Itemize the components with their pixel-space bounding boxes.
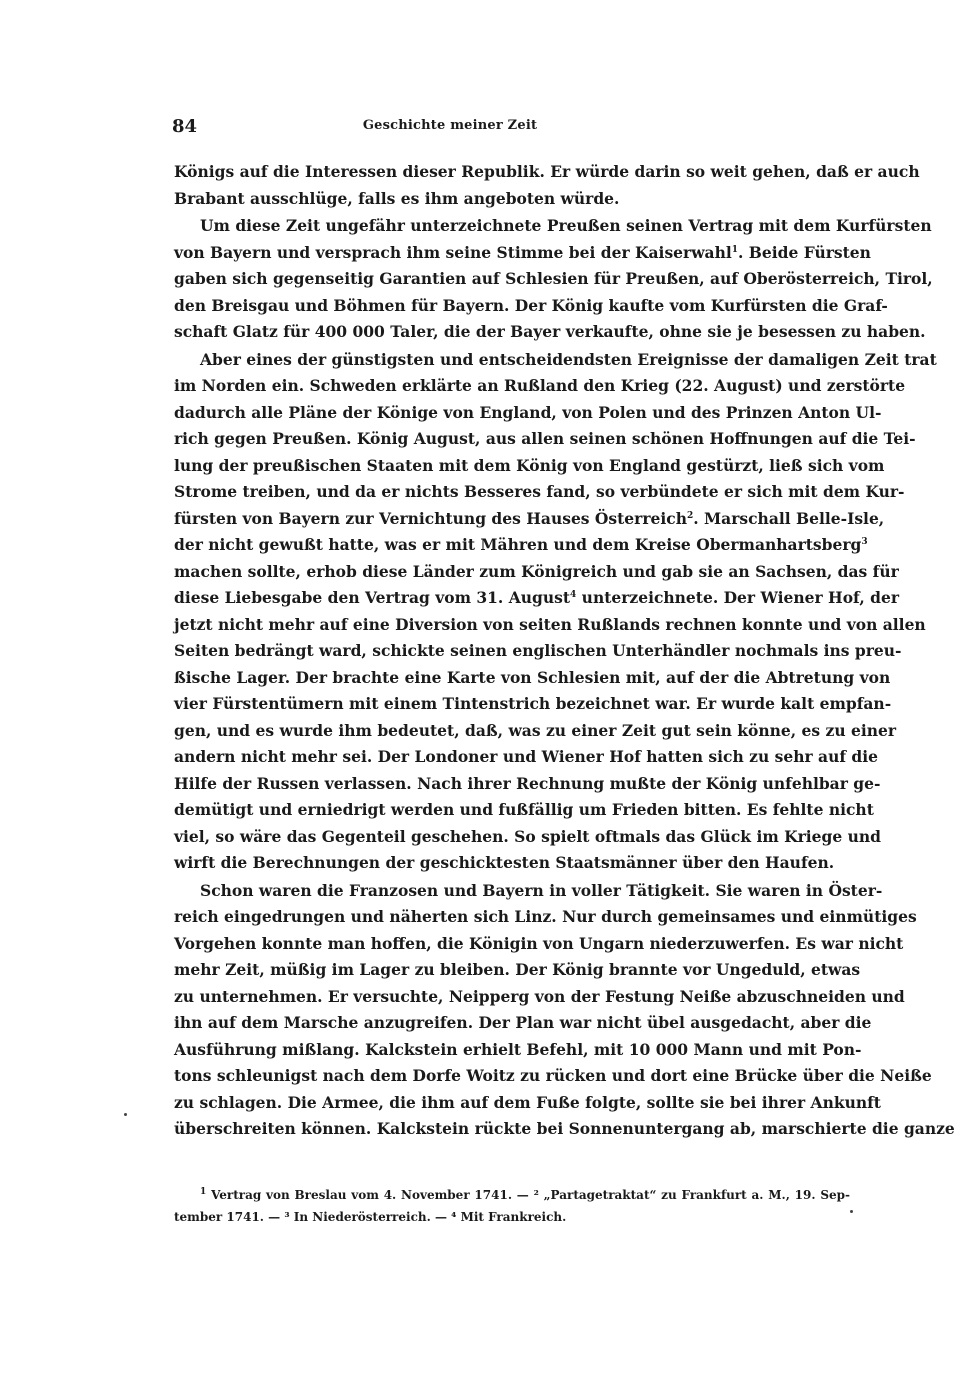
text-segment: unterzeichnete. Der Wiener Hof, der	[576, 588, 900, 607]
paragraph-start-line: Aber eines der günstigsten und entscheidendsten Ereignisse der damaligen Zeit trat	[200, 349, 937, 369]
text-line: machen sollte, erhob diese Länder zum Königreich und gab sie an Sachsen, das für	[174, 561, 899, 581]
text-line	[174, 585, 900, 612]
text-line	[174, 532, 868, 559]
text-line: gen, und es wurde ihm bedeutet, daß, was zu einer Zeit gut sein könne, es zu einer	[174, 720, 897, 740]
footnote-mark: 1	[200, 1187, 207, 1197]
text-line: andern nicht mehr sei. Der Londoner und Wiener Hof hatten sich zu sehr auf die	[174, 747, 878, 766]
text-line: Königs auf die Interessen dieser Republik. Er würde darin so weit gehen, daß er auch	[174, 162, 920, 181]
scan-speck	[850, 1210, 853, 1213]
running-head-title: Geschichte meiner Zeit	[362, 118, 538, 133]
text-line: im Norden ein. Schweden erklärte an Rußland den Krieg (22. August) und zerstörte	[174, 376, 906, 395]
text-line: viel, so wäre das Gegenteil geschehen. So spielt oftmals das Glück im Kriege und	[174, 826, 881, 846]
footnotes	[174, 1184, 850, 1228]
footnote-line: tember 1741. — ³ In Niederösterreich. — ⁴ Mit Frankreich.	[174, 1210, 567, 1224]
text-segment: fürsten von Bayern zur Vernichtung des Hauses Österreich	[174, 508, 687, 528]
text-line: vier Fürstentümern mit einem Tintenstrich bezeichnet war. Er wurde kalt empfan-	[174, 694, 892, 713]
text-line: tons schleunigst nach dem Dorfe Woitz zu rücken und dort eine Brücke über die Neiße	[174, 1066, 932, 1085]
text-line: Strome treiben, und da er nichts Besseres fand, so verbündete er sich mit dem Kur-	[174, 482, 905, 501]
text-line: dadurch alle Pläne der Könige von England, von Polen und des Prinzen Anton Ul-	[174, 402, 882, 422]
footnote-mark: 4	[570, 589, 577, 600]
footnote-mark: 2	[686, 510, 694, 521]
text-line: ihn auf dem Marsche anzugreifen. Der Plan war nicht übel ausgedacht, aber die	[174, 1013, 872, 1032]
text-line: schaft Glatz für 400 000 Taler, die der Bayer verkaufte, ohne sie je besessen zu haben.	[174, 322, 926, 341]
text-line: überschreiten können. Kalckstein rückte bei Sonnenuntergang ab, marschierte die ganze	[174, 1119, 955, 1138]
text-line: demütigt und erniedrigt werden und fußfällig um Frieden bitten. Es fehlte nicht	[174, 800, 874, 819]
text-line: Brabant ausschlüge, falls es ihm angeboten würde.	[174, 188, 620, 208]
text-line: rich gegen Preußen. König August, aus allen seinen schönen Hoffnungen auf die Tei-	[174, 429, 916, 448]
text-segment: . Marschall Belle-Isle,	[693, 508, 885, 528]
page-number: 84	[172, 116, 198, 137]
text-line: Vorgehen konnte man hoffen, die Königin von Ungarn niederzuwerfen. Es war nicht	[174, 933, 904, 953]
text-line: zu unternehmen. Er versuchte, Neipperg von der Festung Neiße abzuschneiden und	[174, 986, 905, 1006]
text-segment: . Beide Fürsten	[738, 242, 871, 262]
paragraph-start-line: Schon waren die Franzosen und Bayern in voller Tätigkeit. Sie waren in Öster-	[200, 880, 883, 900]
main-text	[174, 159, 955, 1143]
text-segment: von Bayern und versprach ihm seine Stimme bei der Kaiserwahl	[174, 242, 732, 262]
footnote-mark: 1	[731, 244, 739, 255]
text-line	[174, 240, 871, 267]
text-line: wirft die Berechnungen der geschicktesten Staatsmänner über den Haufen.	[174, 853, 835, 872]
footnote-mark: 3	[861, 536, 868, 547]
text-line: jetzt nicht mehr auf eine Diversion von seiten Rußlands rechnen konnte und von allen	[174, 614, 926, 634]
text-line: mehr Zeit, müßig im Lager zu bleiben. Der König brannte vor Ungeduld, etwas	[174, 960, 861, 979]
text-line: Seiten bedrängt ward, schickte seinen englischen Unterhändler nochmals ins preu-	[174, 641, 902, 660]
text-segment: der nicht gewußt hatte, was er mit Mähren und dem Kreise Obermanhartsberg	[174, 535, 862, 554]
text-line: Hilfe der Russen verlassen. Nach ihrer Rechnung mußte der König unfehlbar ge-	[174, 773, 881, 793]
text-line: lung der preußischen Staaten mit dem König von England gestürzt, ließ sich vom	[174, 455, 885, 475]
text-line	[174, 506, 885, 533]
footnote-line	[174, 1184, 850, 1206]
text-line: ßische Lager. Der brachte eine Karte von Schlesien mit, auf der die Abtretung von	[174, 667, 891, 687]
text-line: Ausführung mißlang. Kalckstein erhielt Befehl, mit 10 000 Mann und mit Pon-	[174, 1039, 862, 1059]
scan-speck	[124, 1113, 127, 1116]
text-line: gaben sich gegenseitig Garantien auf Schlesien für Preußen, auf Oberösterreich, Tirol,	[174, 269, 933, 288]
text-line: reich eingedrungen und näherten sich Linz. Nur durch gemeinsames und einmütiges	[174, 907, 917, 926]
paragraph-start-line: Um diese Zeit ungefähr unterzeichnete Preußen seinen Vertrag mit dem Kurfürsten	[200, 216, 932, 235]
text-line: zu schlagen. Die Armee, die ihm auf dem Fuße folgte, sollte sie bei ihrer Ankunft	[174, 1092, 881, 1112]
text-line: den Breisgau und Böhmen für Bayern. Der König kaufte vom Kurfürsten die Graf-	[174, 295, 888, 315]
footnote-text: Vertrag von Breslau vom 4. November 1741. — ² „Partagetraktat“ zu Frankfurt a. M., 19. Sep-	[211, 1188, 850, 1202]
text-segment: diese Liebesgabe den Vertrag vom 31. August	[174, 588, 571, 607]
